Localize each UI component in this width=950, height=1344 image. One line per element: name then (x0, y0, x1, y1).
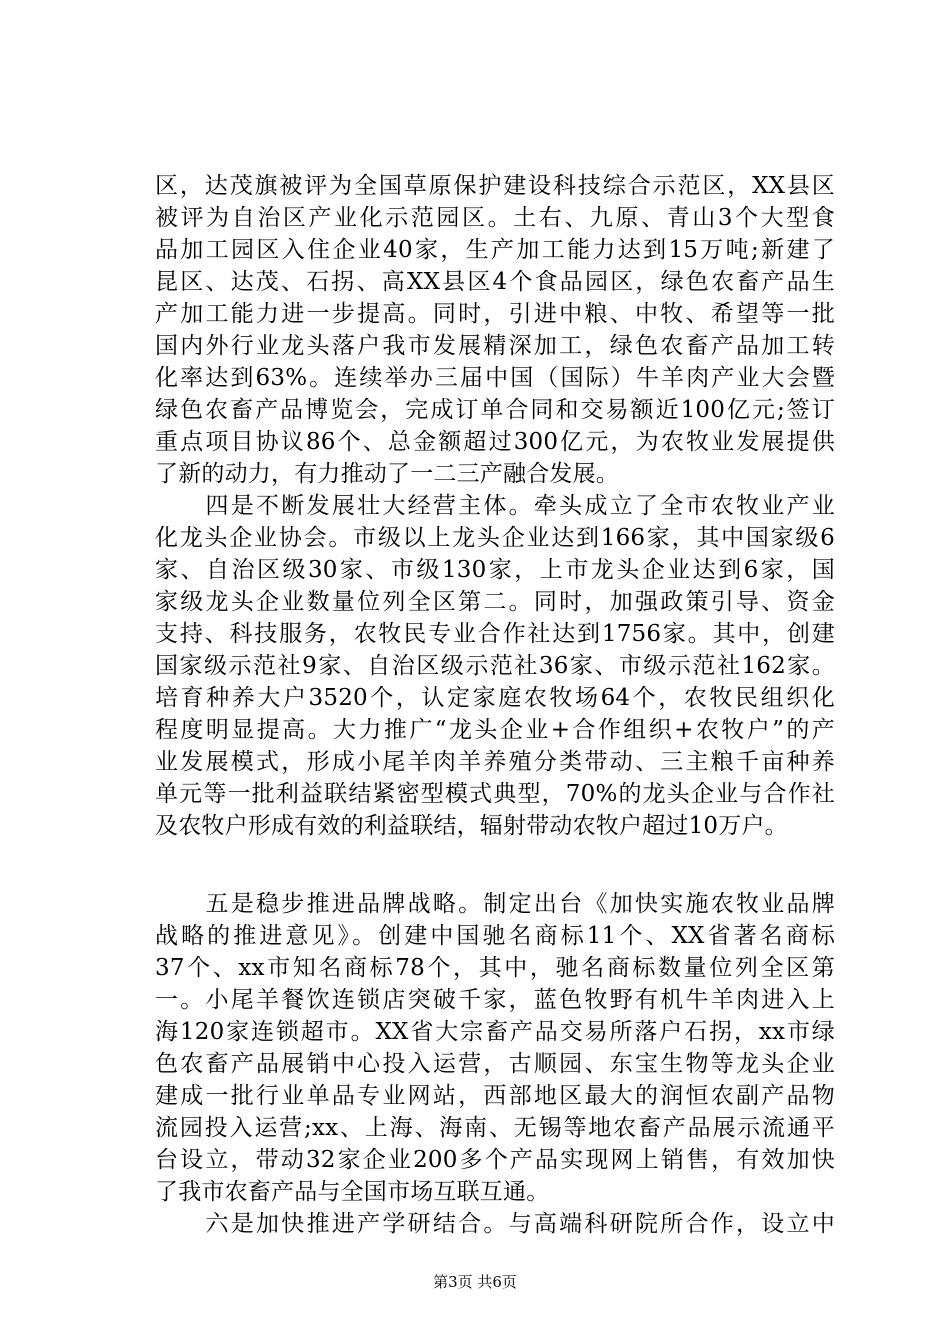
paragraph-2 (155, 490, 835, 842)
text-line: 支持、科技服务，农牧民专业合作社达到1756家。其中，创建 (155, 621, 835, 647)
text-line: 及农牧户形成有效的利益联结，辐射带动农牧户超过10万户。 (155, 813, 788, 839)
text-line: 家级龙头企业数量位列全区第二。同时，加强政策引导、资金 (155, 589, 835, 615)
page-number-footer: 第3页 共6页 (433, 1273, 517, 1291)
text-line: 四是不断发展壮大经营主体。牵头成立了全市农牧业产业 (155, 493, 835, 519)
text-line: 六是加快推进产学研结合。与高端科研院所合作，设立中 (155, 1211, 835, 1237)
text-line: 重点项目协议86个、总金额超过300亿元，为农牧业发展提供 (155, 429, 835, 455)
paragraph-4 (155, 1208, 835, 1240)
text-line: 流园投入运营;xx、上海、海南、无锡等地农畜产品展示流通平 (155, 1115, 835, 1141)
text-line: 单元等一批利益联结紧密型模式典型，70%的龙头企业与合作社 (155, 781, 835, 807)
text-line: 了新的动力，有力推动了一二三产融合发展。 (155, 461, 619, 487)
text-line: 培育种养大户3520个，认定家庭农牧场64个，农牧民组织化 (155, 685, 835, 711)
text-line: 绿色农畜产品博览会，完成订单合同和交易额近100亿元;签订 (155, 397, 835, 423)
text-line: 了我市农畜产品与全国市场互联互通。 (155, 1179, 550, 1205)
paragraph-1 (155, 170, 835, 490)
text-line: 战略的推进意见》。创建中国驰名商标11个、XX省著名商标 (155, 923, 835, 949)
text-line: 程度明显提高。大力推广“龙头企业+合作组织+农牧户”的产 (155, 717, 835, 743)
text-line: 建成一批行业单品专业网站，西部地区最大的润恒农副产品物 (155, 1083, 835, 1109)
text-line: 化率达到63%。连续举办三届中国（国际）牛羊肉产业大会暨 (155, 365, 835, 391)
text-line: 色农畜产品展销中心投入运营，古顺园、东宝生物等龙头企业 (155, 1051, 835, 1077)
text-line: 台设立，带动32家企业200多个产品实现网上销售，有效加快 (155, 1147, 835, 1173)
text-line: 国内外行业龙头落户我市发展精深加工，绿色农畜产品加工转 (155, 333, 835, 359)
text-line: 海120家连锁超市。XX省大宗畜产品交易所落户石拐，xx市绿 (155, 1019, 835, 1045)
text-line: 区，达茂旗被评为全国草原保护建设科技综合示范区，XX县区 (155, 173, 835, 199)
text-line: 五是稳步推进品牌战略。制定出台《加快实施农牧业品牌 (155, 891, 835, 917)
paragraph-3 (155, 888, 835, 1208)
text-line: 一。小尾羊餐饮连锁店突破千家，蓝色牧野有机牛羊肉进入上 (155, 987, 835, 1013)
text-line: 业发展模式，形成小尾羊肉羊养殖分类带动、三主粮千亩种养 (155, 749, 835, 775)
text-line: 家、自治区级30家、市级130家，上市龙头企业达到6家，国 (155, 557, 835, 583)
text-line: 化龙头企业协会。市级以上龙头企业达到166家，其中国家级6 (155, 525, 835, 551)
text-line: 昆区、达茂、石拐、高XX县区4个食品园区，绿色农畜产品生 (155, 269, 835, 295)
text-line: 国家级示范社9家、自治区级示范社36家、市级示范社162家。 (155, 653, 835, 679)
text-line: 37个、xx市知名商标78个，其中，驰名商标数量位列全区第 (155, 955, 835, 981)
text-line: 被评为自治区产业化示范园区。土右、九原、青山3个大型食 (155, 205, 835, 231)
text-line: 产加工能力进一步提高。同时，引进中粮、中牧、希望等一批 (155, 301, 835, 327)
text-line: 品加工园区入住企业40家，生产加工能力达到15万吨;新建了 (155, 237, 835, 263)
